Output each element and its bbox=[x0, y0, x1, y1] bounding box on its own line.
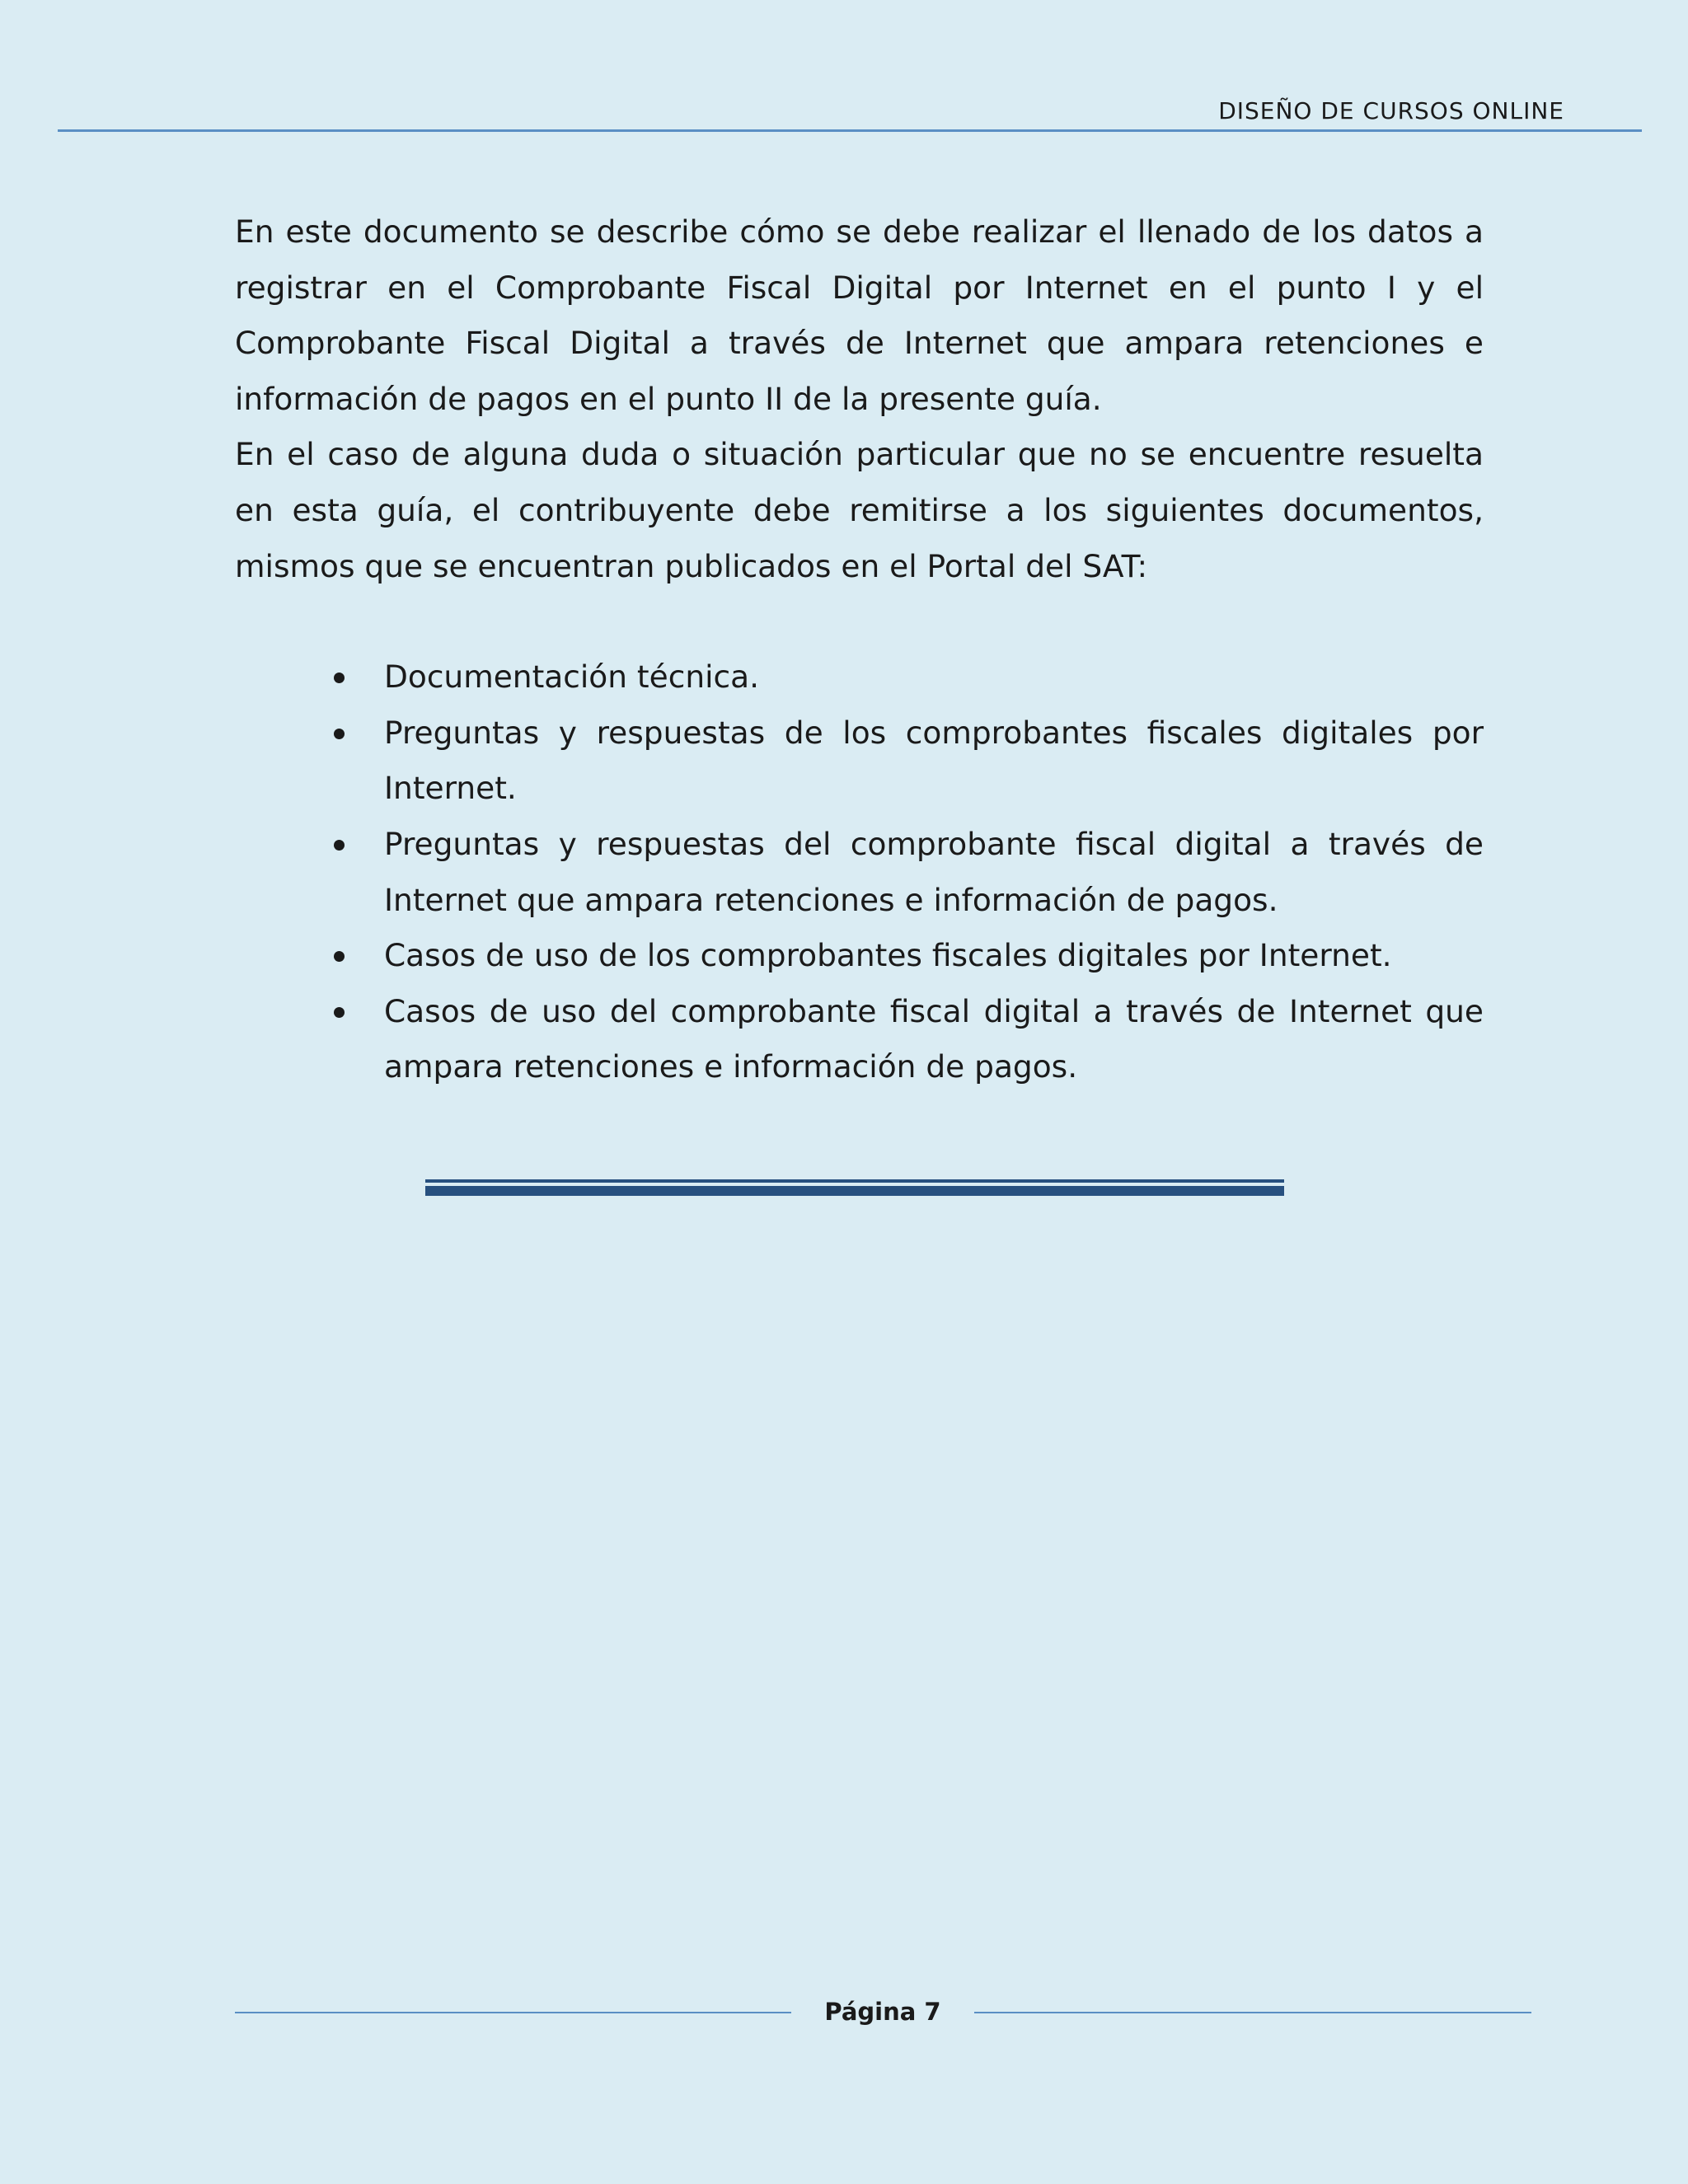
document-body bbox=[235, 204, 1484, 1095]
bullet-icon bbox=[334, 1007, 345, 1018]
reference-documents-list bbox=[235, 649, 1484, 1095]
footer-divider-left bbox=[235, 2012, 791, 2013]
page-number: Página 7 bbox=[824, 1998, 941, 2026]
list-item-text: Casos de uso de los comprobantes fiscales digitales por Internet. bbox=[384, 937, 1392, 974]
divider-thick-line bbox=[425, 1186, 1284, 1196]
list-item bbox=[235, 705, 1484, 817]
footer-divider-right bbox=[974, 2012, 1531, 2013]
list-item-text: Preguntas y respuestas de los comprobantes fiscales digitales por Internet. bbox=[384, 714, 1484, 807]
bullet-icon bbox=[334, 840, 345, 851]
section-end-divider bbox=[425, 1179, 1284, 1196]
list-item bbox=[235, 984, 1484, 1095]
list-item-text: Preguntas y respuestas del comprobante fiscal digital a través de Internet que ampara retenciones e información de pagos. bbox=[384, 825, 1484, 918]
list-item-text: Documentación técnica. bbox=[384, 658, 760, 696]
body-paragraph-2: En el caso de alguna duda o situación particular que no se encuentre resuelta en esta guía, el contribuyente debe remitirse a los siguientes documentos, mismos que se encuentran publicados en el Portal del SAT: bbox=[235, 436, 1484, 584]
list-item bbox=[235, 817, 1484, 928]
header-divider bbox=[58, 129, 1642, 132]
bullet-icon bbox=[334, 951, 345, 962]
list-item-text: Casos de uso del comprobante fiscal digital a través de Internet que ampara retenciones e información de pagos. bbox=[384, 992, 1484, 1085]
list-item bbox=[235, 928, 1484, 984]
header-title: DISEÑO DE CURSOS ONLINE bbox=[1218, 97, 1564, 124]
list-item bbox=[235, 649, 1484, 705]
bullet-icon bbox=[334, 673, 345, 683]
body-paragraph-1: En este documento se describe cómo se debe realizar el llenado de los datos a registrar en el Comprobante Fiscal Digital por Internet en el punto I y el Comprobante Fiscal Digital a través de Internet que ampara retenciones e información de pagos en el punto II de la presente guía. bbox=[235, 213, 1484, 417]
bullet-icon bbox=[334, 729, 345, 739]
